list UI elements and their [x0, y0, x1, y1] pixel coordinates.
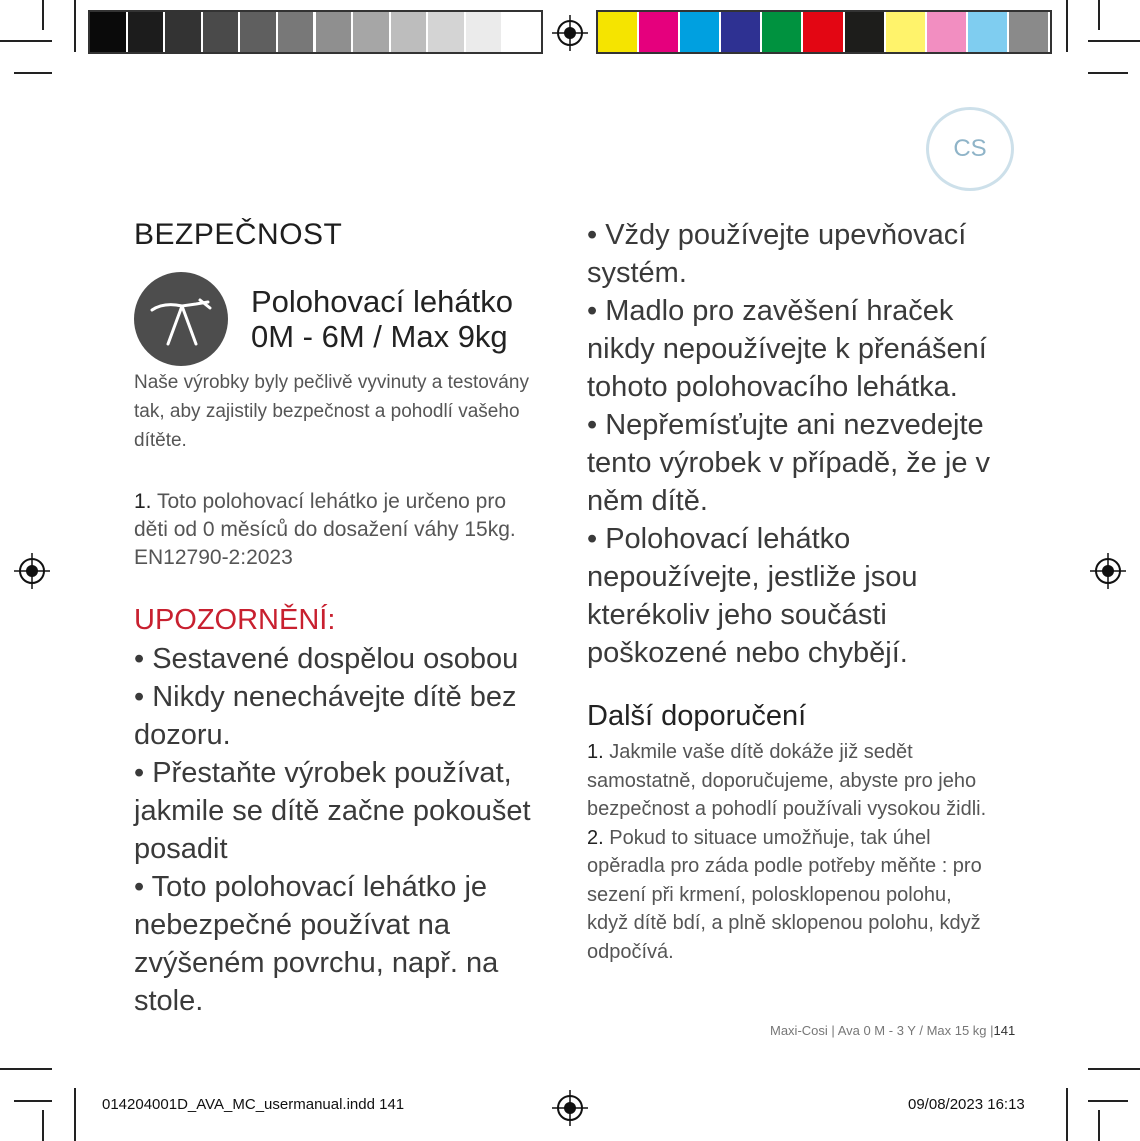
slug-file: 014204001D_AVA_MC_usermanual.indd 141: [102, 1096, 405, 1113]
color-swatch: [428, 12, 464, 52]
recommendation-item: [587, 738, 987, 824]
warning-item: • Přestaňte výrobek používat, jakmile se dítě začne pokoušet posadit: [134, 757, 531, 865]
warning-list-right: [587, 216, 1007, 672]
color-swatch: [316, 12, 352, 52]
crop-mark: [74, 0, 76, 52]
page-footer: Maxi-Cosi | Ava 0 M - 3 Y / Max 15 kg |141: [770, 1023, 1016, 1038]
crop-mark: [1098, 1110, 1100, 1141]
color-swatch: [1009, 12, 1048, 52]
color-swatch: [466, 12, 502, 52]
recommendations-list: [587, 738, 987, 966]
usage-note-number: 1.: [134, 490, 152, 513]
color-swatch: [503, 12, 539, 52]
registration-mark-icon: [552, 1090, 588, 1126]
crop-mark: [42, 1110, 44, 1141]
registration-mark-icon: [14, 553, 50, 589]
language-badge: CS: [926, 107, 1014, 191]
slug-date: 09/08/2023 16:13: [908, 1096, 1025, 1113]
color-swatch: [391, 12, 427, 52]
color-swatch: [278, 12, 314, 52]
crop-mark: [0, 1068, 52, 1070]
registration-mark-icon: [552, 15, 588, 51]
warning-item: • Vždy používejte upevňovací systém.: [587, 219, 967, 289]
color-swatch: [90, 12, 126, 52]
color-swatch: [721, 12, 760, 52]
color-swatch: [203, 12, 239, 52]
color-swatch: [927, 12, 966, 52]
recommendation-text: Pokud to situace umožňuje, tak úhel opěradla pro záda podle potřeby měňte : pro sezení při krmení, polosklopenou polohu, když dítě bdí, a plně sklopenou polohu, když odpočívá.: [587, 826, 982, 963]
color-swatch: [353, 12, 389, 52]
product-title-line1: Polohovací lehátko: [251, 284, 513, 319]
product-title-line2: 0M - 6M / Max 9kg: [251, 319, 508, 354]
gray-scale-bar: [88, 10, 543, 54]
warning-item: • Nikdy nenechávejte dítě bez dozoru.: [134, 681, 517, 751]
usage-note-text: Toto polohovací lehátko je určeno pro děti od 0 měsíců do dosažení váhy 15kg. EN12790-2:2023: [134, 490, 516, 569]
bouncer-icon: [134, 272, 228, 366]
warning-item: • Toto polohovací lehátko je nebezpečné používat na zvýšeném povrchu, např. na stole.: [134, 871, 499, 1017]
recommendation-text: Jakmile vaše dítě dokáže již sedět samostatně, doporučujeme, abyste pro jeho bezpečnost a pohodlí používali vysokou židli.: [587, 741, 987, 820]
crop-mark: [42, 0, 44, 30]
color-swatch: [128, 12, 164, 52]
crop-mark: [1066, 1088, 1068, 1141]
usage-note: [134, 488, 534, 572]
color-swatch: [803, 12, 842, 52]
warning-item: • Madlo pro zavěšení hraček nikdy nepoužívejte k přenášení tohoto polohovacího lehátka.: [587, 295, 987, 403]
warning-heading: UPOZORNĚNÍ:: [134, 604, 336, 636]
crop-mark: [14, 72, 52, 74]
footer-product: Ava 0 M - 3 Y / Max 15 kg: [837, 1023, 987, 1038]
footer-brand: Maxi-Cosi: [770, 1023, 828, 1038]
warning-item: • Sestavené dospělou osobou: [134, 643, 519, 675]
page-number: 141: [993, 1023, 1016, 1038]
recommendation-item: [587, 824, 987, 967]
product-title: [251, 284, 513, 354]
safety-heading: BEZPEČNOST: [134, 218, 343, 251]
crop-mark: [1088, 1068, 1140, 1070]
crop-mark: [1088, 72, 1128, 74]
crop-mark: [1088, 1100, 1128, 1102]
crop-mark: [1066, 0, 1068, 52]
warning-item: • Nepřemísťujte ani nezvedejte tento výrobek v případě, že je v něm dítě.: [587, 409, 990, 517]
color-bar: [596, 10, 1052, 54]
recommendations-heading: Další doporučení: [587, 700, 807, 732]
registration-mark-icon: [1090, 553, 1126, 589]
color-swatch: [165, 12, 201, 52]
color-swatch: [240, 12, 276, 52]
warning-item: • Polohovací lehátko nepoužívejte, jestliže jsou kterékoliv jeho součásti poškozené nebo chybějí.: [587, 523, 918, 669]
color-swatch: [762, 12, 801, 52]
crop-mark: [0, 40, 52, 42]
color-swatch: [845, 12, 884, 52]
recommendation-number: 1.: [587, 741, 604, 763]
color-swatch: [680, 12, 719, 52]
color-swatch: [886, 12, 925, 52]
crop-mark: [74, 1088, 76, 1141]
crop-mark: [1098, 0, 1100, 30]
warning-list-left: [134, 640, 544, 1020]
crop-mark: [1088, 40, 1140, 42]
crop-mark: [14, 1100, 52, 1102]
color-swatch: [598, 12, 637, 52]
color-swatch: [968, 12, 1007, 52]
intro-text: Naše výrobky byly pečlivě vyvinuty a testovány tak, aby zajistily bezpečnost a pohodlí vašeho dítěte.: [134, 372, 529, 451]
color-swatch: [639, 12, 678, 52]
recommendation-number: 2.: [587, 826, 604, 849]
